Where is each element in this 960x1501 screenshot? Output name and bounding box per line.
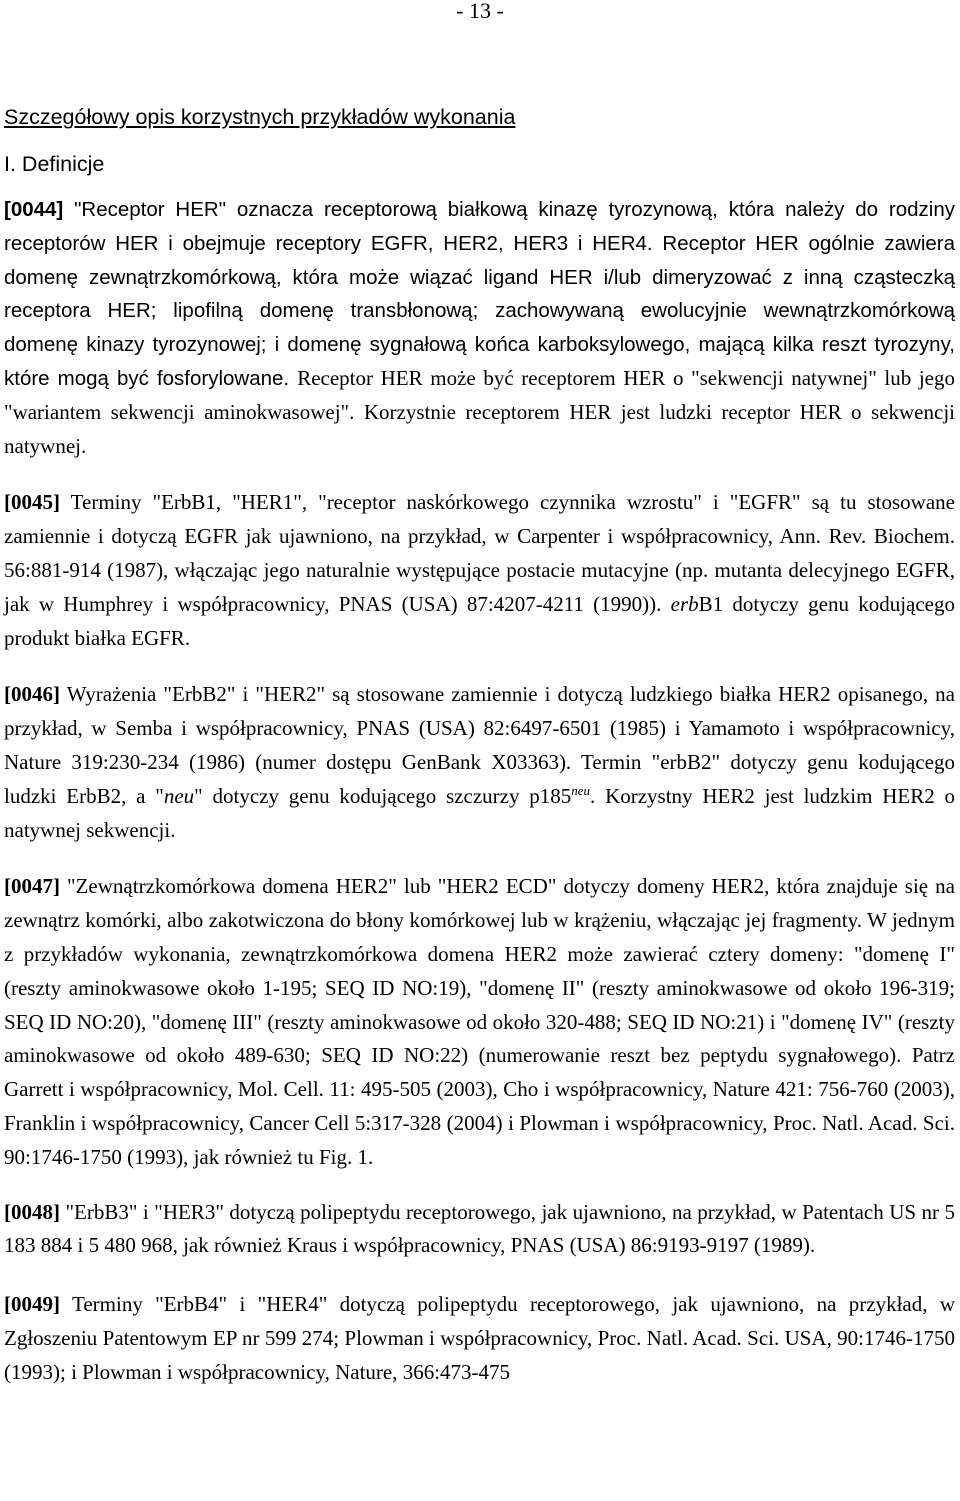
section-title: Szczegółowy opis korzystnych przykładów wykonania	[4, 105, 516, 129]
document-body	[4, 193, 955, 1413]
paragraph-tag: [0045]	[4, 490, 60, 515]
paragraph-text: Wyrażenia "ErbB2" i "HER2" są stosowane zamiennie i dotyczą ludzkiego białka HER2 opisanego, na przykład, w Semba i współpracownicy, PNAS (USA) 82:6497-6501 (1985) i Yamamoto i współpracownicy, Nature 319:230-234 (1986) (numer dostępu GenBank X03363). Termin "erbB2" dotyczy genu kodującego ludzki ErbB2, a "	[4, 682, 955, 808]
paragraph-text: "ErbB3" i "HER3" dotyczą polipeptydu receptorowego, jak ujawniono, na przykład, w Patentach US nr 5 183 884 i 5 480 968, jak również Kraus i współpracownicy, PNAS (USA) 86:9193-9197 (1989).	[4, 1199, 955, 1258]
paragraph-text: "Receptor HER" oznacza receptorową białkową kinazę tyrozynową, która należy do rodziny receptorów HER i obejmuje receptory EGFR, HER2, HER3 i HER4.	[4, 198, 955, 255]
paragraph-text: Receptor HER ogólnie zawiera domenę zewnątrzkomórkową, która może wiązać ligand HER i/lub dimeryzować z inną cząsteczką receptora HER; lipofilną domenę transbłonową; zachowywaną ewolucyjnie wewnątrzkomórkową domenę kinazy tyrozynowej; i domenę sygnałową końca karboksylowego, mającą kilka reszt tyrozyny, które mogą być fosforylowane.	[4, 231, 956, 390]
paragraph-text: Terminy "ErbB1, "HER1", "receptor naskórkowego czynnika wzrostu" i "EGFR" są tu stosowane zamiennie i dotyczą EGFR jak ujawniono, na przykład, w Carpenter i współpracownicy, Ann. Rev. Biochem. 56:881-914 (1987), włączając jego naturalnie występujące postacie mutacyjne (np. mutanta delecyjnego EGFR, jak w Humphrey i współpracownicy, PNAS (USA) 87:4207-4211 (1990)).	[4, 490, 955, 616]
paragraph-text: Terminy "ErbB4" i "HER4" dotyczą polipeptydu receptorowego, jak ujawniono, na przykład, w Zgłoszeniu Patentowym EP nr 599 274; Plowman i współpracownicy, Proc. Natl. Acad. Sci. USA, 90:1746-1750 (1993); i Plowman i współpracownicy, Nature, 366:473-475	[4, 1292, 955, 1384]
paragraph-0045	[4, 486, 955, 655]
italic-term: neu	[571, 782, 591, 798]
paragraph-tag: [0048]	[4, 1199, 60, 1224]
paragraph-text: B1 dotyczy genu kodującego produkt białka EGFR.	[4, 591, 955, 650]
paragraph-0048	[4, 1196, 955, 1264]
paragraph-tag: [0047]	[4, 874, 60, 899]
page-number: - 13 -	[456, 0, 504, 23]
paragraph-text: " dotyczy genu kodującego szczurzy p185	[194, 783, 572, 808]
paragraph-0047	[4, 870, 955, 1174]
italic-term: erb	[670, 591, 699, 616]
paragraph-0046	[4, 678, 955, 847]
italic-term: neu	[163, 783, 195, 808]
paragraph-tag: [0046]	[4, 682, 60, 707]
paragraph-text: "Zewnątrzkomórkowa domena HER2" lub "HER2 ECD" dotyczy domeny HER2, która znajduje się na zewnątrz komórki, albo zakotwiczona do błony komórkowej lub w krążeniu, włączając jej fragmenty. W jednym z przykładów wykonania, zewnątrzkomórkowa domena HER2 może zawierać cztery domeny: "domenę I" (reszty aminokwasowe około 1-195; SEQ ID NO:19), "domenę II" (reszty aminokwasowe od około 196-319; SEQ ID NO:20), "domenę III" (reszty aminokwasowe od około 320-488; SEQ ID NO:21) i "domenę IV" (reszty aminokwasowe od około 489-630; SEQ ID NO:22) (numerowanie reszt bez peptydu sygnałowego). Patrz Garrett i współpracownicy, Mol. Cell. 11: 495-505 (2003), Cho i współpracownicy, Nature 421: 756-760 (2003), Franklin i współpracownicy, Cancer Cell 5:317-328 (2004) i Plowman i współpracownicy, Proc. Natl. Acad. Sci. 90:1746-1750 (1993), jak również tu Fig. 1.	[4, 874, 955, 1169]
paragraph-tag: [0044]	[4, 198, 64, 221]
paragraph-tag: [0049]	[4, 1292, 60, 1317]
paragraph-0049	[4, 1288, 955, 1389]
subsection-title: I. Definicje	[4, 152, 105, 176]
paragraph-0044	[4, 193, 955, 463]
paragraph-text: . Korzystny HER2 jest ludzkim HER2 o natywnej sekwencji.	[4, 783, 955, 842]
paragraph-text: Receptor HER może być receptorem HER o "sekwencji natywnej" lub jego "wariantem sekwencji aminokwasowej". Korzystnie receptorem HER jest ludzki receptor HER o sekwencji natywnej.	[4, 365, 955, 458]
superscript-term	[571, 783, 590, 798]
